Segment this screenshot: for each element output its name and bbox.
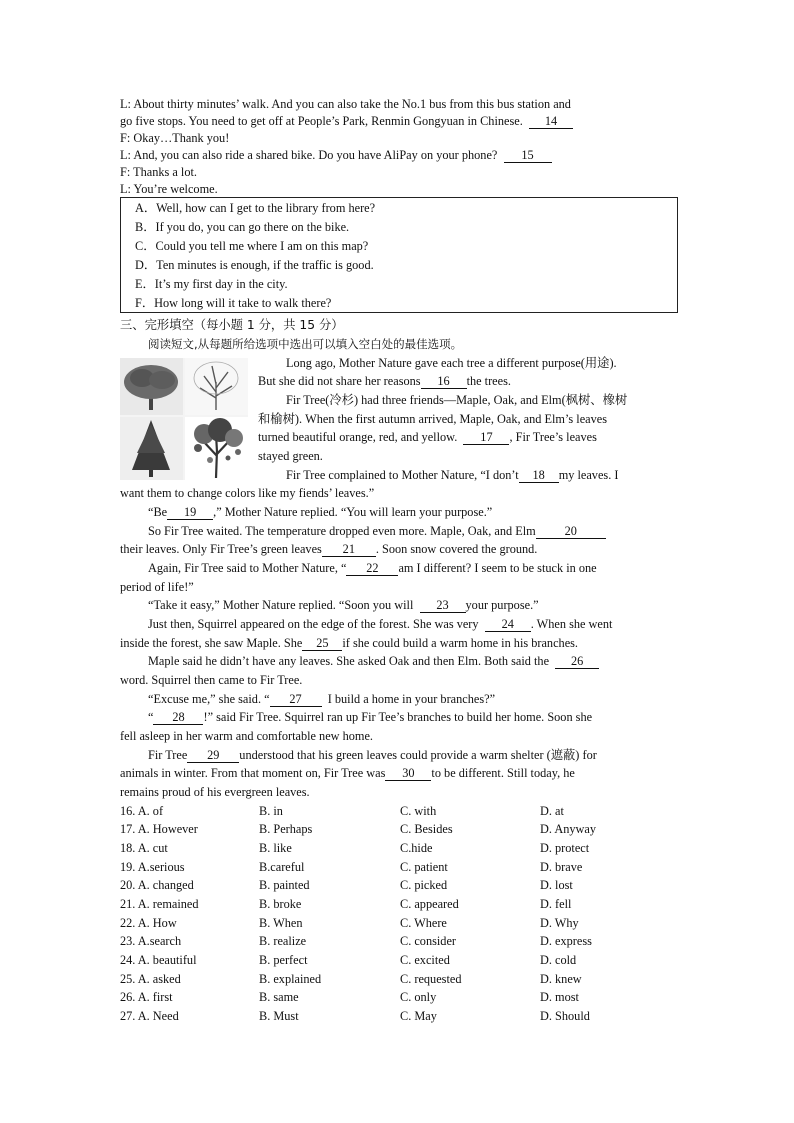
options-box — [120, 197, 678, 313]
question-19-option-c[interactable]: C. patient — [400, 860, 448, 874]
passage-line — [148, 504, 708, 521]
question-26-option-a[interactable]: 26. A. first — [120, 990, 173, 1004]
passage-line — [148, 616, 708, 633]
blank-29[interactable]: 29 — [187, 748, 239, 763]
passage-text: , Fir Tree’s leaves — [509, 430, 597, 444]
question-23-option-c[interactable]: C. consider — [400, 934, 457, 948]
question-21-option-b[interactable]: B. broke — [259, 897, 302, 911]
question-27-option-b[interactable]: B. Must — [259, 1009, 299, 1023]
passage-line — [258, 373, 794, 390]
passage-line — [120, 485, 680, 502]
question-22-option-b[interactable]: B. When — [259, 916, 303, 930]
passage-text: am I different? I seem to be stuck in one — [398, 561, 597, 575]
dialogue-text: go five stops. You need to get off at People’s Park, Renmin Gongyuan in Chinese. — [120, 114, 523, 128]
blank-17[interactable]: 17 — [463, 430, 509, 445]
question-18-option-a[interactable]: 18. A. cut — [120, 841, 168, 855]
question-22-option-d[interactable]: D. Why — [540, 916, 579, 930]
trees-figure — [120, 358, 248, 480]
question-24-option-c[interactable]: C. excited — [400, 953, 450, 967]
passage-text: Fir Tree(冷杉) had three friends—Maple, Oak, and Elm(枫树、橡树 — [286, 393, 628, 407]
question-23-option-b[interactable]: B. realize — [259, 934, 307, 948]
passage-text: animals in winter. From that moment on, Fir Tree was — [120, 766, 386, 780]
passage-text: word. Squirrel then came to Fir Tree. — [120, 673, 303, 687]
blank-19[interactable]: 19 — [167, 505, 213, 520]
passage-text: the trees. — [466, 374, 511, 388]
question-27-option-a[interactable]: 27. A. Need — [120, 1009, 179, 1023]
dialogue-line — [120, 181, 680, 198]
question-22-option-a[interactable]: 22. A. How — [120, 916, 177, 930]
passage-text: their leaves. Only Fir Tree’s green leaves — [120, 542, 322, 556]
question-24-option-a[interactable]: 24. A. beautiful — [120, 953, 197, 967]
question-21-option-d[interactable]: D. fell — [540, 897, 572, 911]
question-25-option-d[interactable]: D. knew — [540, 972, 582, 986]
passage-text: !” said Fir Tree. Squirrel ran up Fir Tee’s branches to build her home. Soon she — [203, 710, 593, 724]
passage-text: fell asleep in her warm and comfortable new home. — [120, 729, 374, 743]
dialogue-text: L: About thirty minutes’ walk. And you can also take the No.1 bus from this bus station and — [120, 97, 571, 111]
passage-line — [286, 467, 794, 484]
blank-15[interactable]: 15 — [504, 148, 552, 163]
dialogue-text: L: You’re welcome. — [120, 182, 218, 196]
question-19-option-b[interactable]: B.careful — [259, 860, 305, 874]
blank-27[interactable]: 27 — [270, 692, 322, 707]
question-25-option-c[interactable]: C. requested — [400, 972, 462, 986]
oak-tree-icon — [185, 358, 248, 415]
blank-30[interactable]: 30 — [385, 766, 431, 781]
passage-text: . When she went — [530, 617, 613, 631]
passage-text: . Soon snow covered the ground. — [375, 542, 538, 556]
blank-25[interactable]: 25 — [302, 636, 342, 651]
passage-text: stayed green. — [258, 449, 323, 463]
passage-text: your purpose.” — [465, 598, 539, 612]
passage-text: want them to change colors like my fiends’ leaves.” — [120, 486, 375, 500]
question-16-option-d[interactable]: D. at — [540, 804, 564, 818]
blank-20[interactable]: 20 — [536, 524, 606, 539]
question-20-option-c[interactable]: C. picked — [400, 878, 448, 892]
question-16-option-c[interactable]: C. with — [400, 804, 437, 818]
passage-line — [148, 747, 708, 764]
option-a: A．Well, how can I get to the library from here? — [135, 201, 376, 215]
dialogue-line — [120, 113, 680, 130]
blank-26[interactable]: 26 — [555, 654, 599, 669]
elm-tree-icon — [185, 417, 248, 480]
dialogue-text: F: Okay…Thank you! — [120, 131, 230, 145]
question-26-option-d[interactable]: D. most — [540, 990, 579, 1004]
question-17-option-c[interactable]: C. Besides — [400, 822, 453, 836]
passage-line — [148, 709, 708, 726]
passage-line — [120, 579, 680, 596]
dialogue-text: L: And, you can also ride a shared bike. Do you have AliPay on your phone? — [120, 148, 498, 162]
blank-28[interactable]: 28 — [153, 710, 203, 725]
question-21-option-c[interactable]: C. appeared — [400, 897, 459, 911]
passage-line — [148, 523, 708, 540]
passage-text: Fir Tree complained to Mother Nature, “I don’t — [286, 468, 519, 482]
passage-text: Again, Fir Tree said to Mother Nature, “ — [148, 561, 347, 575]
passage-line — [148, 653, 708, 670]
passage-line — [120, 635, 680, 652]
option-f: F．How long will it take to walk there? — [135, 296, 332, 310]
passage-line — [120, 541, 680, 558]
passage-text: “Take it easy,” Mother Nature replied. “Soon you will — [148, 598, 414, 612]
passage-text: But she did not share her reasons — [258, 374, 421, 388]
question-26-option-c[interactable]: C. only — [400, 990, 437, 1004]
passage-text: if she could build a warm home in his branches. — [342, 636, 579, 650]
passage-text: 和榆树). When the first autumn arrived, Maple, Oak, and Elm’s leaves — [258, 412, 607, 426]
option-d: D．Ten minutes is enough, if the traffic is good. — [135, 258, 374, 272]
passage-line — [258, 448, 794, 465]
dialogue-line — [120, 164, 680, 181]
question-23-option-d[interactable]: D. express — [540, 934, 592, 948]
passage-line — [148, 597, 708, 614]
question-22-option-c[interactable]: C. Where — [400, 916, 447, 930]
blank-24[interactable]: 24 — [485, 617, 531, 632]
passage-line — [148, 691, 708, 708]
passage-text: my leaves. I — [558, 468, 619, 482]
option-e: E．It’s my first day in the city. — [135, 277, 288, 291]
question-20-option-d[interactable]: D. lost — [540, 878, 573, 892]
passage-text: So Fir Tree waited. The temperature dropped even more. Maple, Oak, and Elm — [148, 524, 536, 538]
question-21-option-a[interactable]: 21. A. remained — [120, 897, 199, 911]
dialogue-line — [120, 147, 680, 164]
question-20-option-b[interactable]: B. painted — [259, 878, 310, 892]
question-18-option-c[interactable]: C.hide — [400, 841, 433, 855]
section-instruction: 阅读短文,从每题所给选项中选出可以填入空白处的最佳选项。 — [148, 337, 463, 351]
question-17-option-b[interactable]: B. Perhaps — [259, 822, 313, 836]
question-18-option-d[interactable]: D. protect — [540, 841, 590, 855]
passage-text: understood that his green leaves could provide a warm shelter (遮蔽) for — [239, 748, 597, 762]
blank-22[interactable]: 22 — [346, 561, 398, 576]
question-17-option-d[interactable]: D. Anyway — [540, 822, 597, 836]
question-27-option-d[interactable]: D. Should — [540, 1009, 590, 1023]
question-26-option-b[interactable]: B. same — [259, 990, 299, 1004]
question-18-option-b[interactable]: B. like — [259, 841, 292, 855]
question-27-option-c[interactable]: C. May — [400, 1009, 437, 1023]
maple-tree-icon — [120, 358, 183, 415]
passage-text: “Be — [148, 505, 168, 519]
dialogue-line — [120, 130, 680, 147]
question-23-option-a[interactable]: 23. A.search — [120, 934, 182, 948]
question-24-option-d[interactable]: D. cold — [540, 953, 577, 967]
question-24-option-b[interactable]: B. perfect — [259, 953, 308, 967]
passage-text: Just then, Squirrel appeared on the edge of the forest. She was very — [148, 617, 479, 631]
blank-16[interactable]: 16 — [421, 374, 467, 389]
fir-tree-icon — [120, 417, 183, 480]
passage-text: to be different. Still today, he — [431, 766, 575, 780]
passage-text: “Excuse me,” she said. “ — [148, 692, 270, 706]
passage-line — [258, 411, 794, 428]
passage-text: Maple said he didn’t have any leaves. She asked Oak and then Elm. Both said the — [148, 654, 550, 668]
passage-text: “ — [148, 710, 154, 724]
passage-line — [120, 784, 680, 801]
dialogue-text: F: Thanks a lot. — [120, 165, 197, 179]
passage-text: turned beautiful orange, red, and yellow. — [258, 430, 458, 444]
passage-line — [120, 728, 680, 745]
option-b: B．If you do, you can go there on the bike. — [135, 220, 350, 234]
option-c: C．Could you tell me where I am on this map? — [135, 239, 369, 253]
dialogue-line — [120, 96, 680, 113]
passage-line — [120, 672, 680, 689]
passage-line — [286, 392, 794, 409]
blank-23[interactable]: 23 — [420, 598, 466, 613]
question-19-option-d[interactable]: D. brave — [540, 860, 583, 874]
question-16-option-a[interactable]: 16. A. of — [120, 804, 164, 818]
blank-18[interactable]: 18 — [519, 468, 559, 483]
blank-14[interactable]: 14 — [529, 114, 573, 129]
question-16-option-b[interactable]: B. in — [259, 804, 283, 818]
question-17-option-a[interactable]: 17. A. However — [120, 822, 198, 836]
question-19-option-a[interactable]: 19. A.serious — [120, 860, 185, 874]
question-20-option-a[interactable]: 20. A. changed — [120, 878, 194, 892]
passage-line — [258, 429, 794, 446]
passage-text: period of life!” — [120, 580, 194, 594]
section-title: 三、完形填空（每小题 1 分，共 15 分） — [120, 318, 344, 332]
question-25-option-b[interactable]: B. explained — [259, 972, 322, 986]
passage-line — [148, 560, 708, 577]
passage-line — [286, 355, 794, 372]
passage-text: Long ago, Mother Nature gave each tree a different purpose(用途). — [286, 356, 617, 370]
passage-text: inside the forest, she saw Maple. She — [120, 636, 303, 650]
passage-text: I build a home in your branches?” — [327, 692, 496, 706]
passage-line — [120, 765, 680, 782]
passage-text: remains proud of his evergreen leaves. — [120, 785, 310, 799]
blank-21[interactable]: 21 — [322, 542, 376, 557]
passage-text: ,” Mother Nature replied. “You will learn your purpose.” — [213, 505, 493, 519]
question-25-option-a[interactable]: 25. A. asked — [120, 972, 181, 986]
passage-text: Fir Tree — [148, 748, 188, 762]
